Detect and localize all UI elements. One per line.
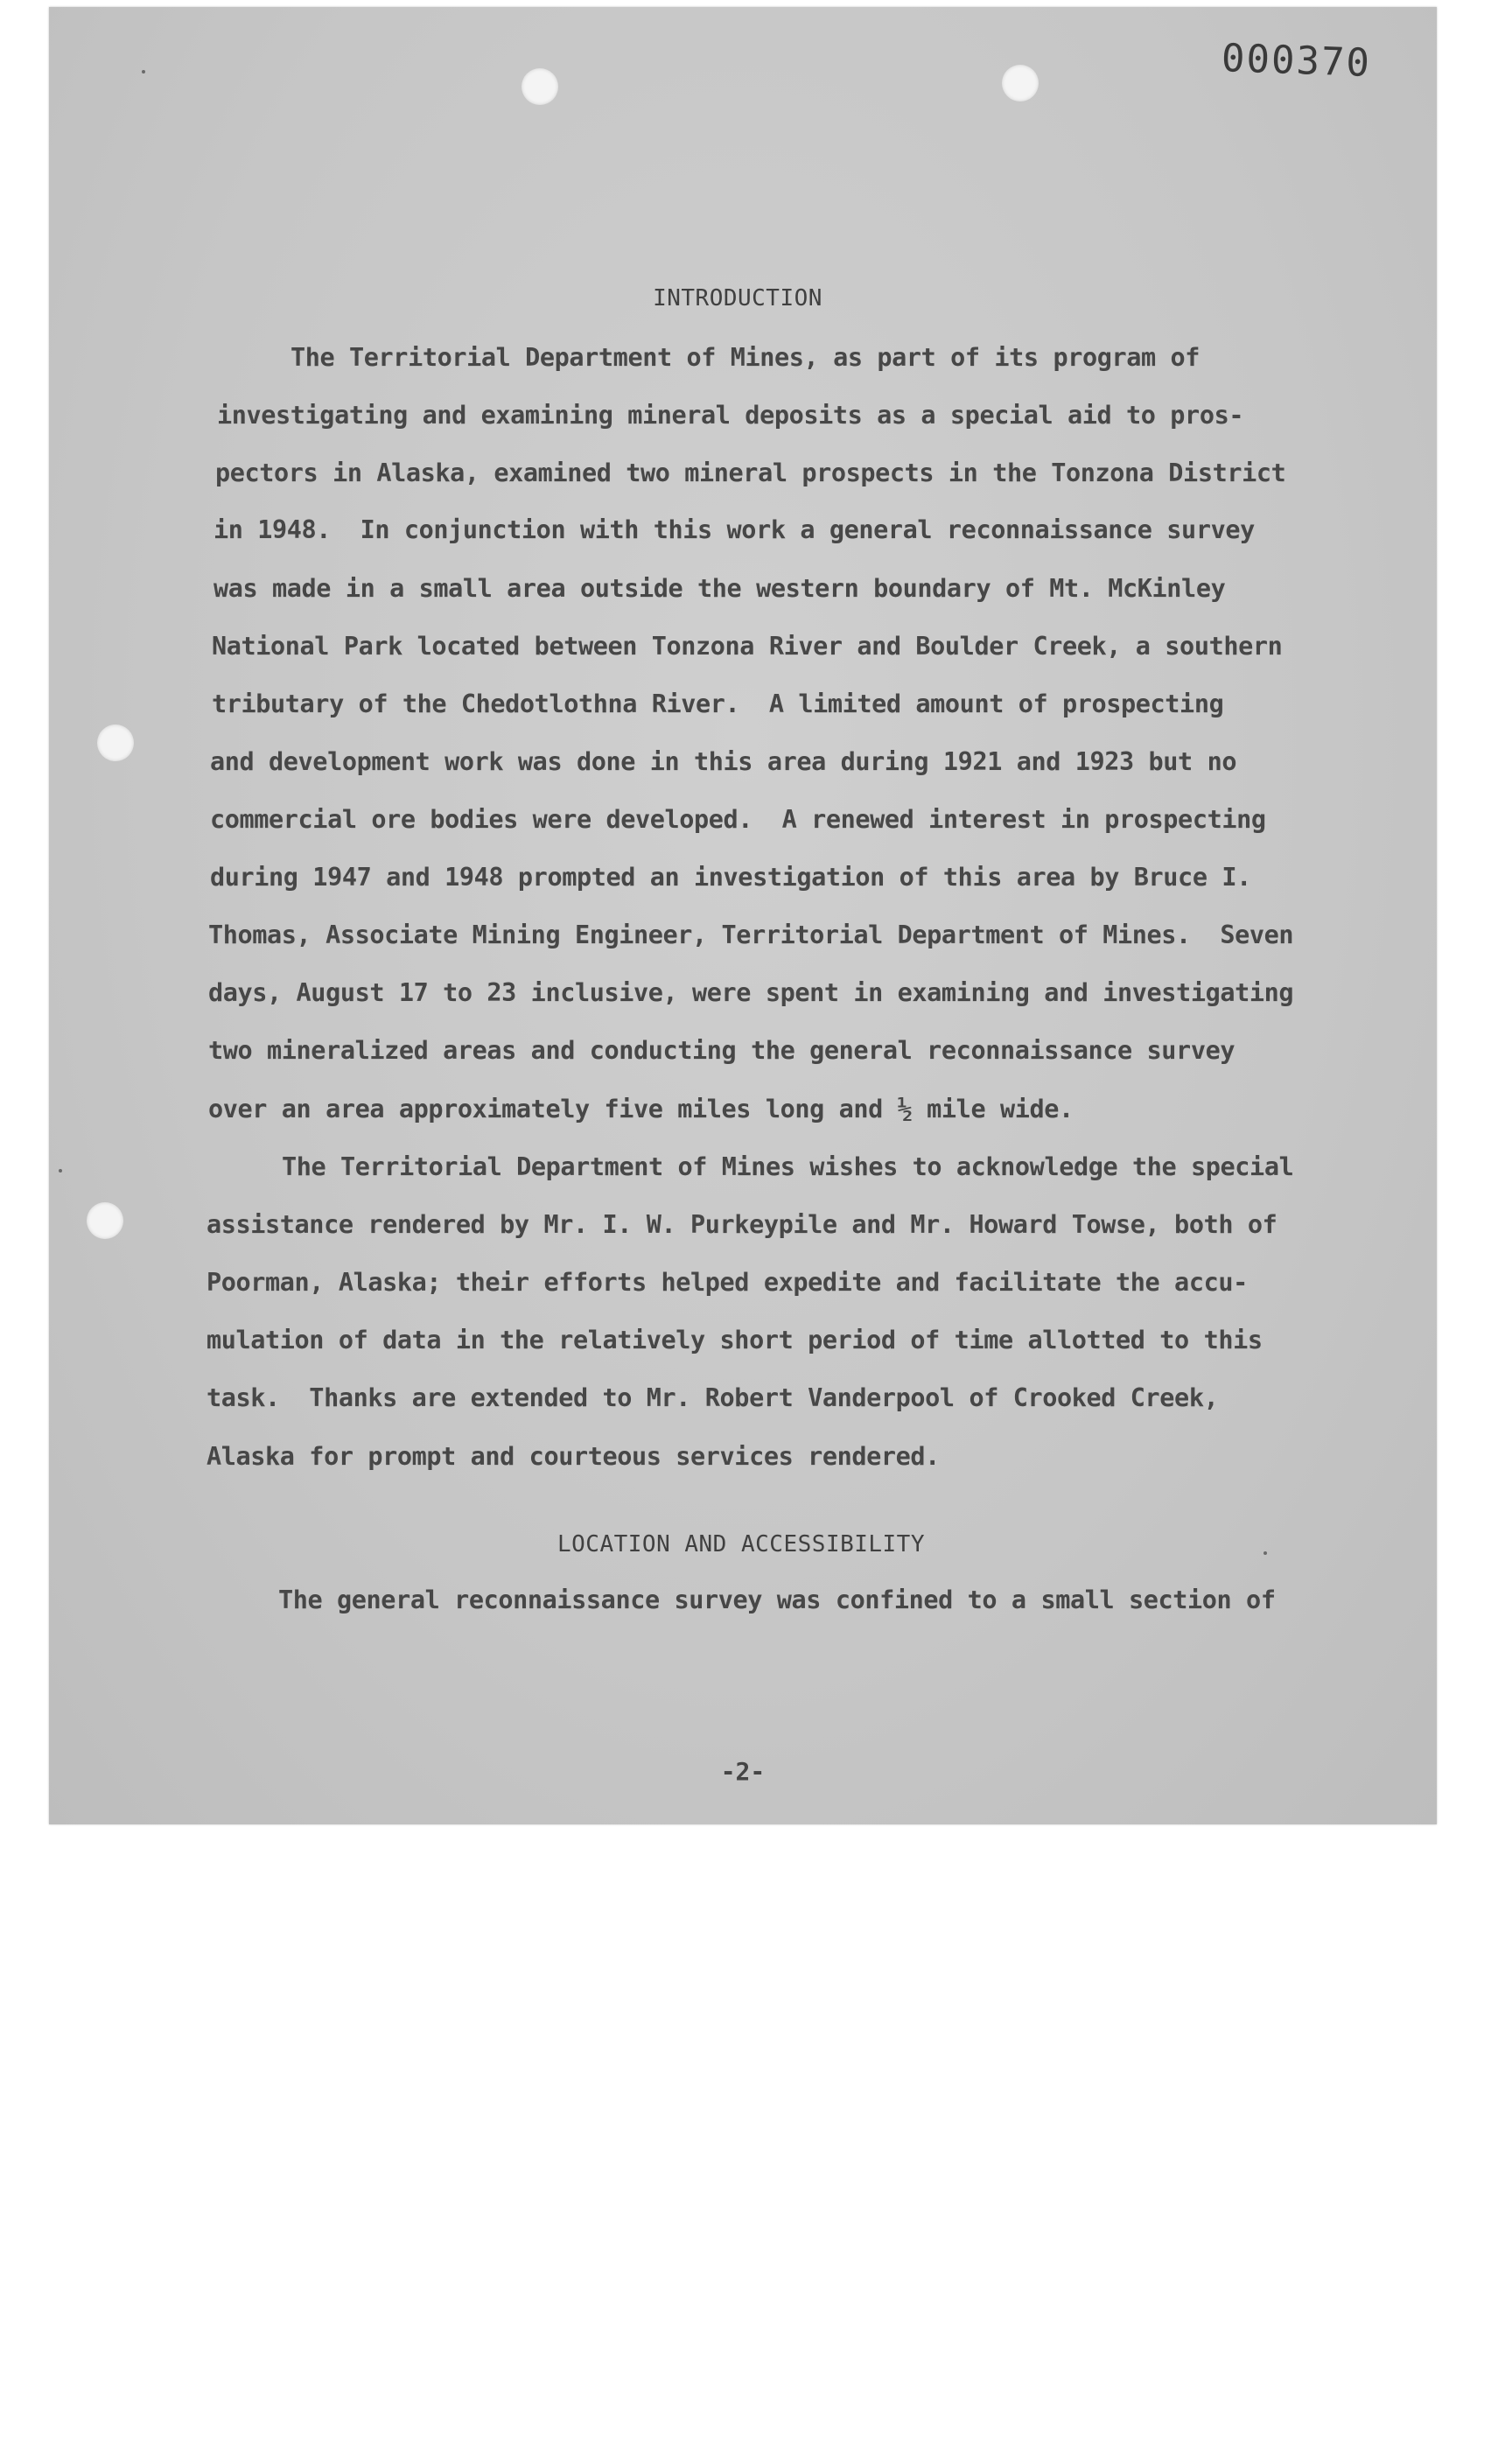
document-page <box>49 7 1437 1824</box>
body-line: mulation of data in the relatively short period of time allotted to this <box>206 1326 1263 1354</box>
introduction-heading: INTRODUCTION <box>653 285 822 312</box>
document-number: 000370 <box>1221 36 1372 86</box>
body-line: Poorman, Alaska; their efforts helped expedite and facilitate the accu- <box>206 1268 1248 1297</box>
body-line: pectors in Alaska, examined two mineral prospects in the Tonzona District <box>215 458 1286 487</box>
body-line: in 1948. In conjunction with this work a general reconnaissance survey <box>214 515 1255 544</box>
punch-hole-top-left <box>522 68 558 105</box>
body-line: tributary of the Chedotlothna River. A limited amount of prospecting <box>212 690 1224 718</box>
body-line: assistance rendered by Mr. I. W. Purkeypile and Mr. Howard Towse, both of <box>206 1210 1278 1239</box>
body-line: commercial ore bodies were developed. A renewed interest in prospecting <box>210 805 1266 834</box>
body-line: was made in a small area outside the western boundary of Mt. McKinley <box>214 574 1226 603</box>
paper-speck <box>142 70 145 74</box>
body-line: investigating and examining mineral deposits as a special aid to pros- <box>217 401 1244 430</box>
punch-hole-top-right <box>1002 65 1039 102</box>
paper-speck <box>59 1169 62 1172</box>
body-line: Alaska for prompt and courteous services rendered. <box>206 1442 940 1471</box>
body-line: The general reconnaissance survey was confined to a small section of <box>278 1586 1276 1614</box>
page-number: -2- <box>720 1757 766 1786</box>
body-line: task. Thanks are extended to Mr. Robert Vanderpool of Crooked Creek, <box>206 1383 1219 1412</box>
body-line: Thomas, Associate Mining Engineer, Territorial Department of Mines. Seven <box>208 920 1294 949</box>
body-line: National Park located between Tonzona River and Boulder Creek, a southern <box>212 632 1283 661</box>
punch-hole-left-middle <box>97 724 134 761</box>
location-heading: LOCATION AND ACCESSIBILITY <box>557 1531 925 1558</box>
body-line: during 1947 and 1948 prompted an investigation of this area by Bruce I. <box>210 863 1251 892</box>
body-line: over an area approximately five miles long and ½ mile wide. <box>208 1095 1074 1124</box>
body-line: two mineralized areas and conducting the general reconnaissance survey <box>208 1036 1236 1065</box>
body-line: days, August 17 to 23 inclusive, were spent in examining and investigating <box>208 978 1294 1007</box>
body-line: The Territorial Department of Mines, as part of its program of <box>290 343 1200 372</box>
body-line: The Territorial Department of Mines wishes to acknowledge the special <box>282 1152 1294 1181</box>
punch-hole-left-lower <box>87 1202 123 1239</box>
body-line: and development work was done in this area during 1921 and 1923 but no <box>210 747 1237 776</box>
